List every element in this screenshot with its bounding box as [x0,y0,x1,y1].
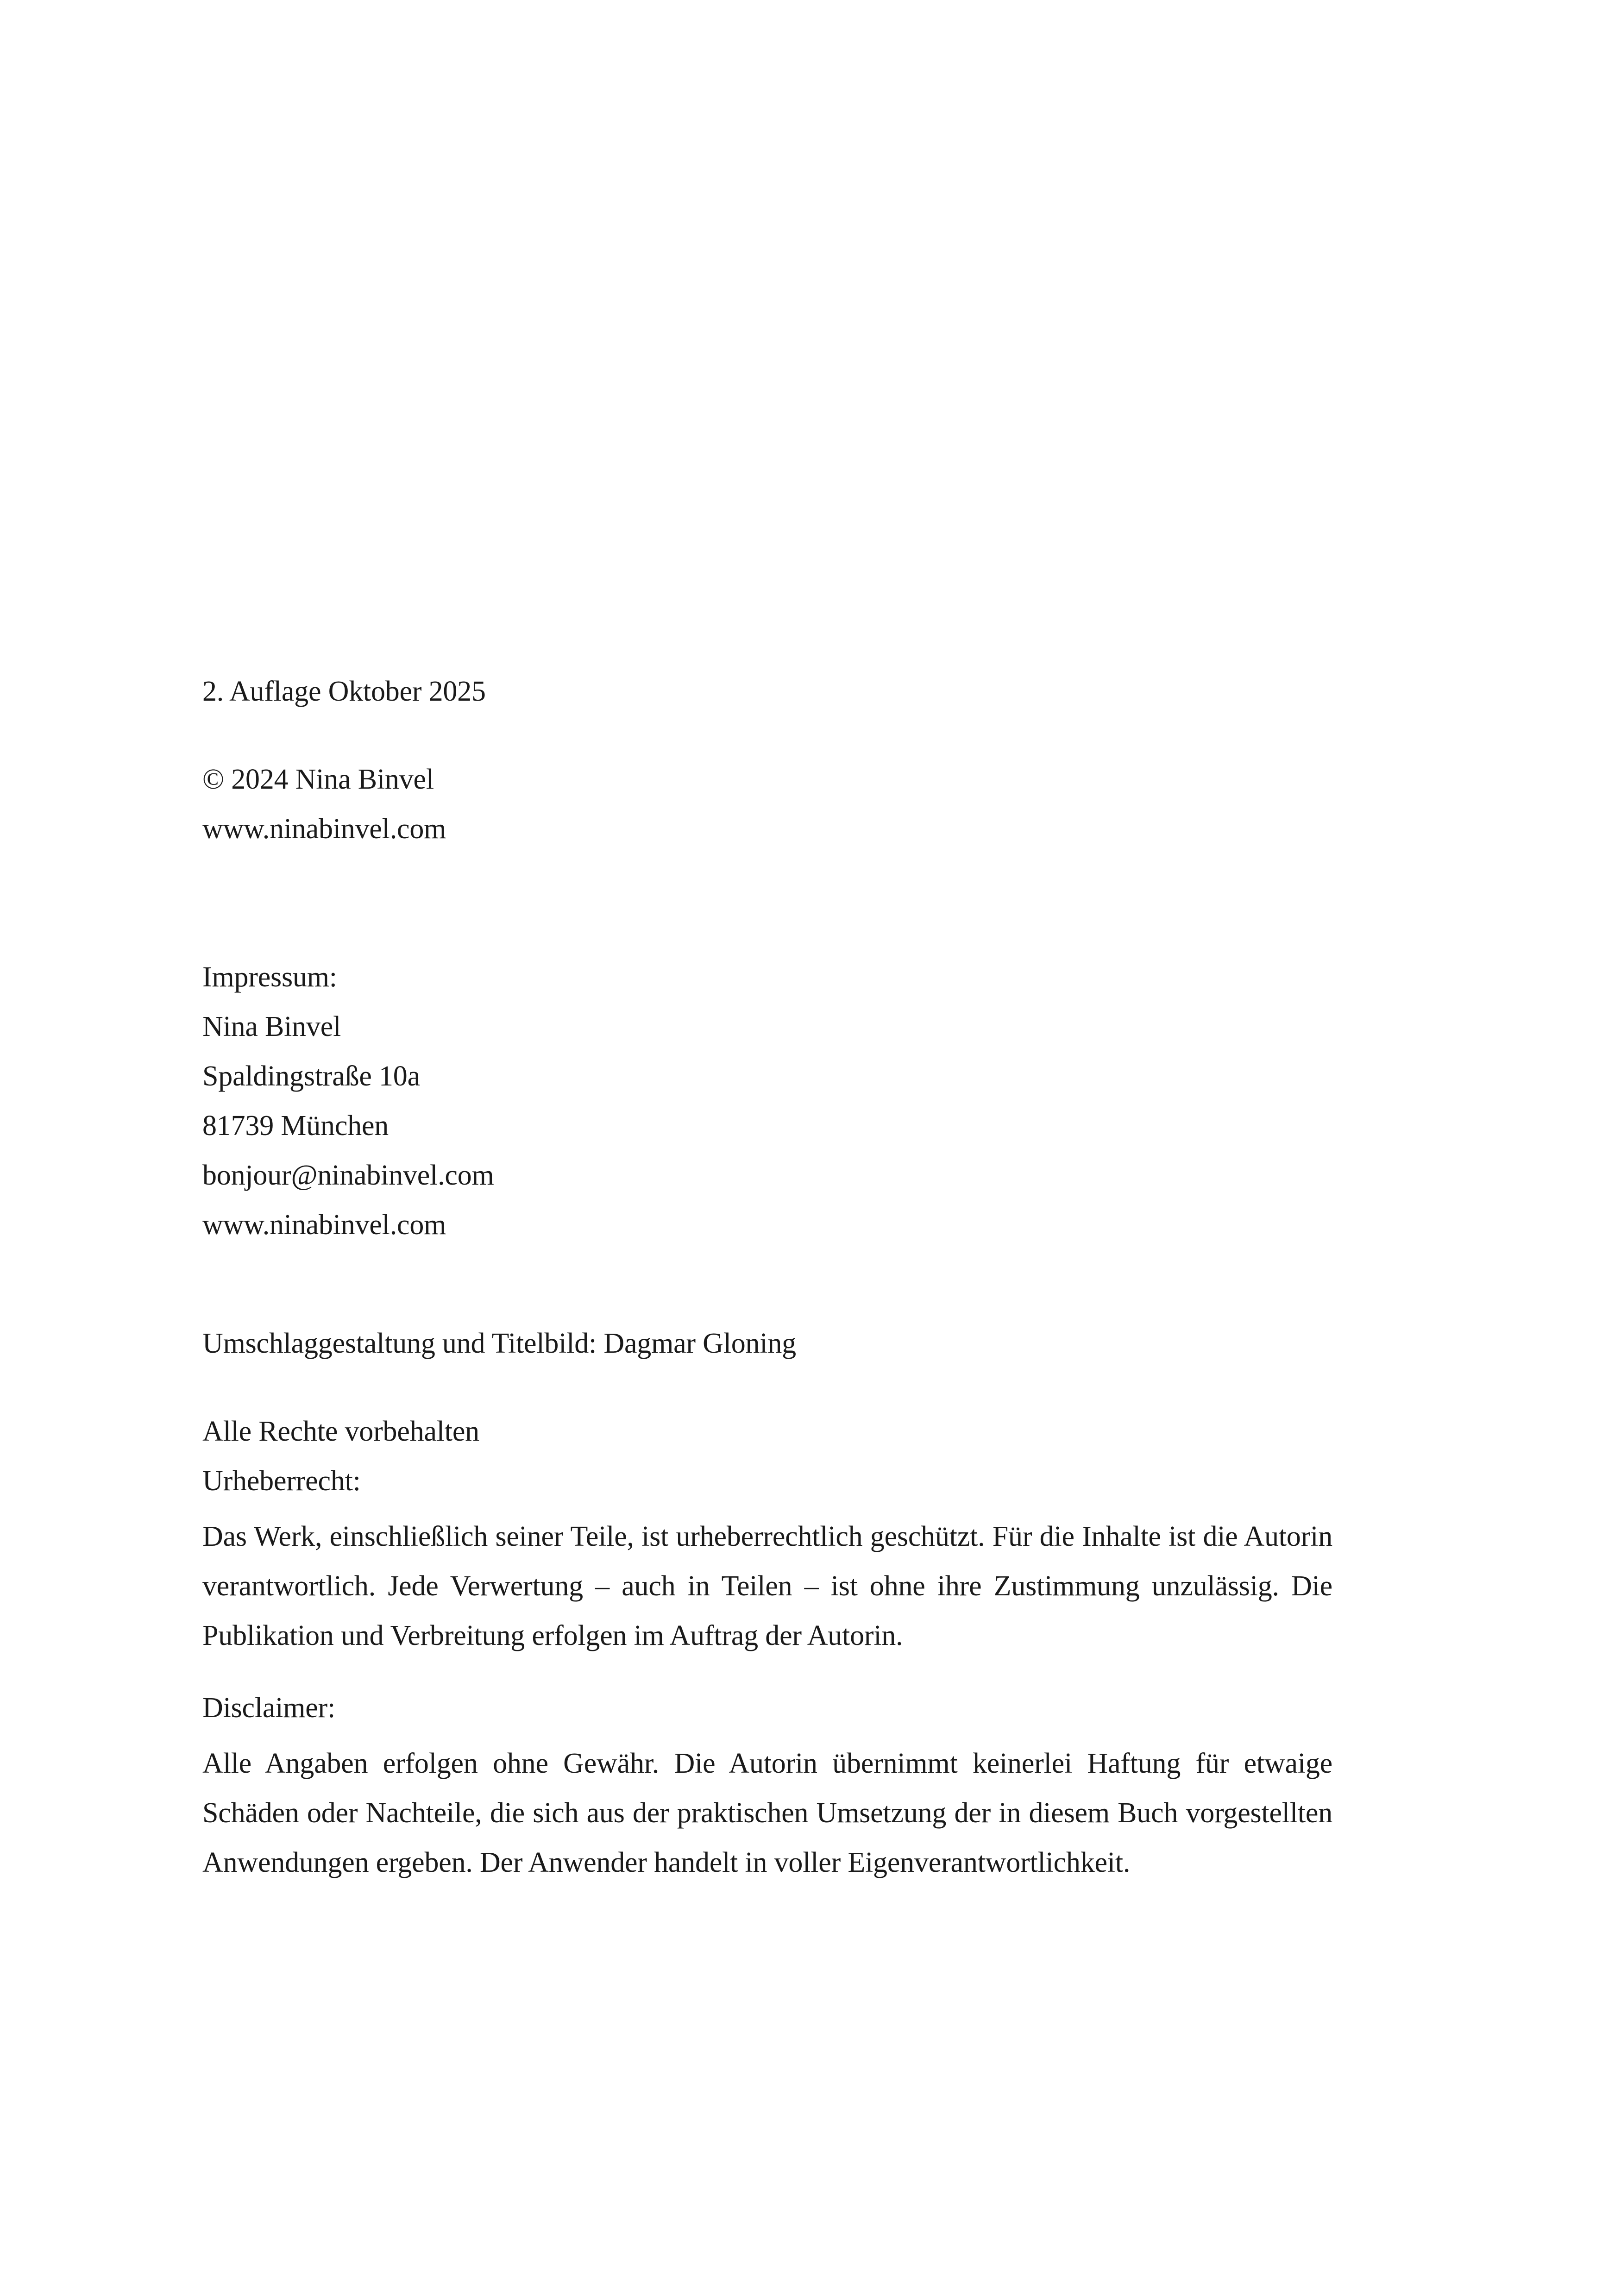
copyright-notice: © 2024 Nina Binvel [202,764,434,795]
copyright-website: www.ninabinvel.com [202,813,446,845]
disclaimer-text: Alle Angaben erfolgen ohne Gewähr. Die Autorin übernimmt keinerlei Haftung für etwaige Schäden oder Nachteile, die sich aus der praktischen Umsetzung der in diesem Buch vorgestellten Anwendungen ergeben. Der Anwender handelt in voller Eigenverantwortlichkeit. [202,1748,1332,1878]
urheberrecht-text: Das Werk, einschließlich seiner Teile, ist urheberrechtlich geschützt. Für die Inhalte ist die Autorin verantwortlich. Jede Verwertung – auch in Teilen – ist ohne ihre Zustimmung unzulässig. Die Publikation und Verbreitung erfolgen im Auftrag der Autorin. [202,1521,1332,1651]
impressum-street: Spaldingstraße 10a [202,1060,420,1092]
disclaimer-heading: Disclaimer: [202,1692,336,1724]
cover-credit: Umschlaggestaltung und Titelbild: Dagmar Gloning [202,1328,796,1359]
impressum-email: bonjour@ninabinvel.com [202,1160,494,1191]
impressum-name: Nina Binvel [202,1011,341,1042]
urheberrecht-heading: Urheberrecht: [202,1465,361,1497]
impressum-city: 81739 München [202,1110,389,1142]
impressum-website: www.ninabinvel.com [202,1209,446,1241]
rights-reserved: Alle Rechte vorbehalten [202,1416,479,1447]
impressum-heading: Impressum: [202,961,337,993]
edition-line: 2. Auflage Oktober 2025 [202,676,486,707]
